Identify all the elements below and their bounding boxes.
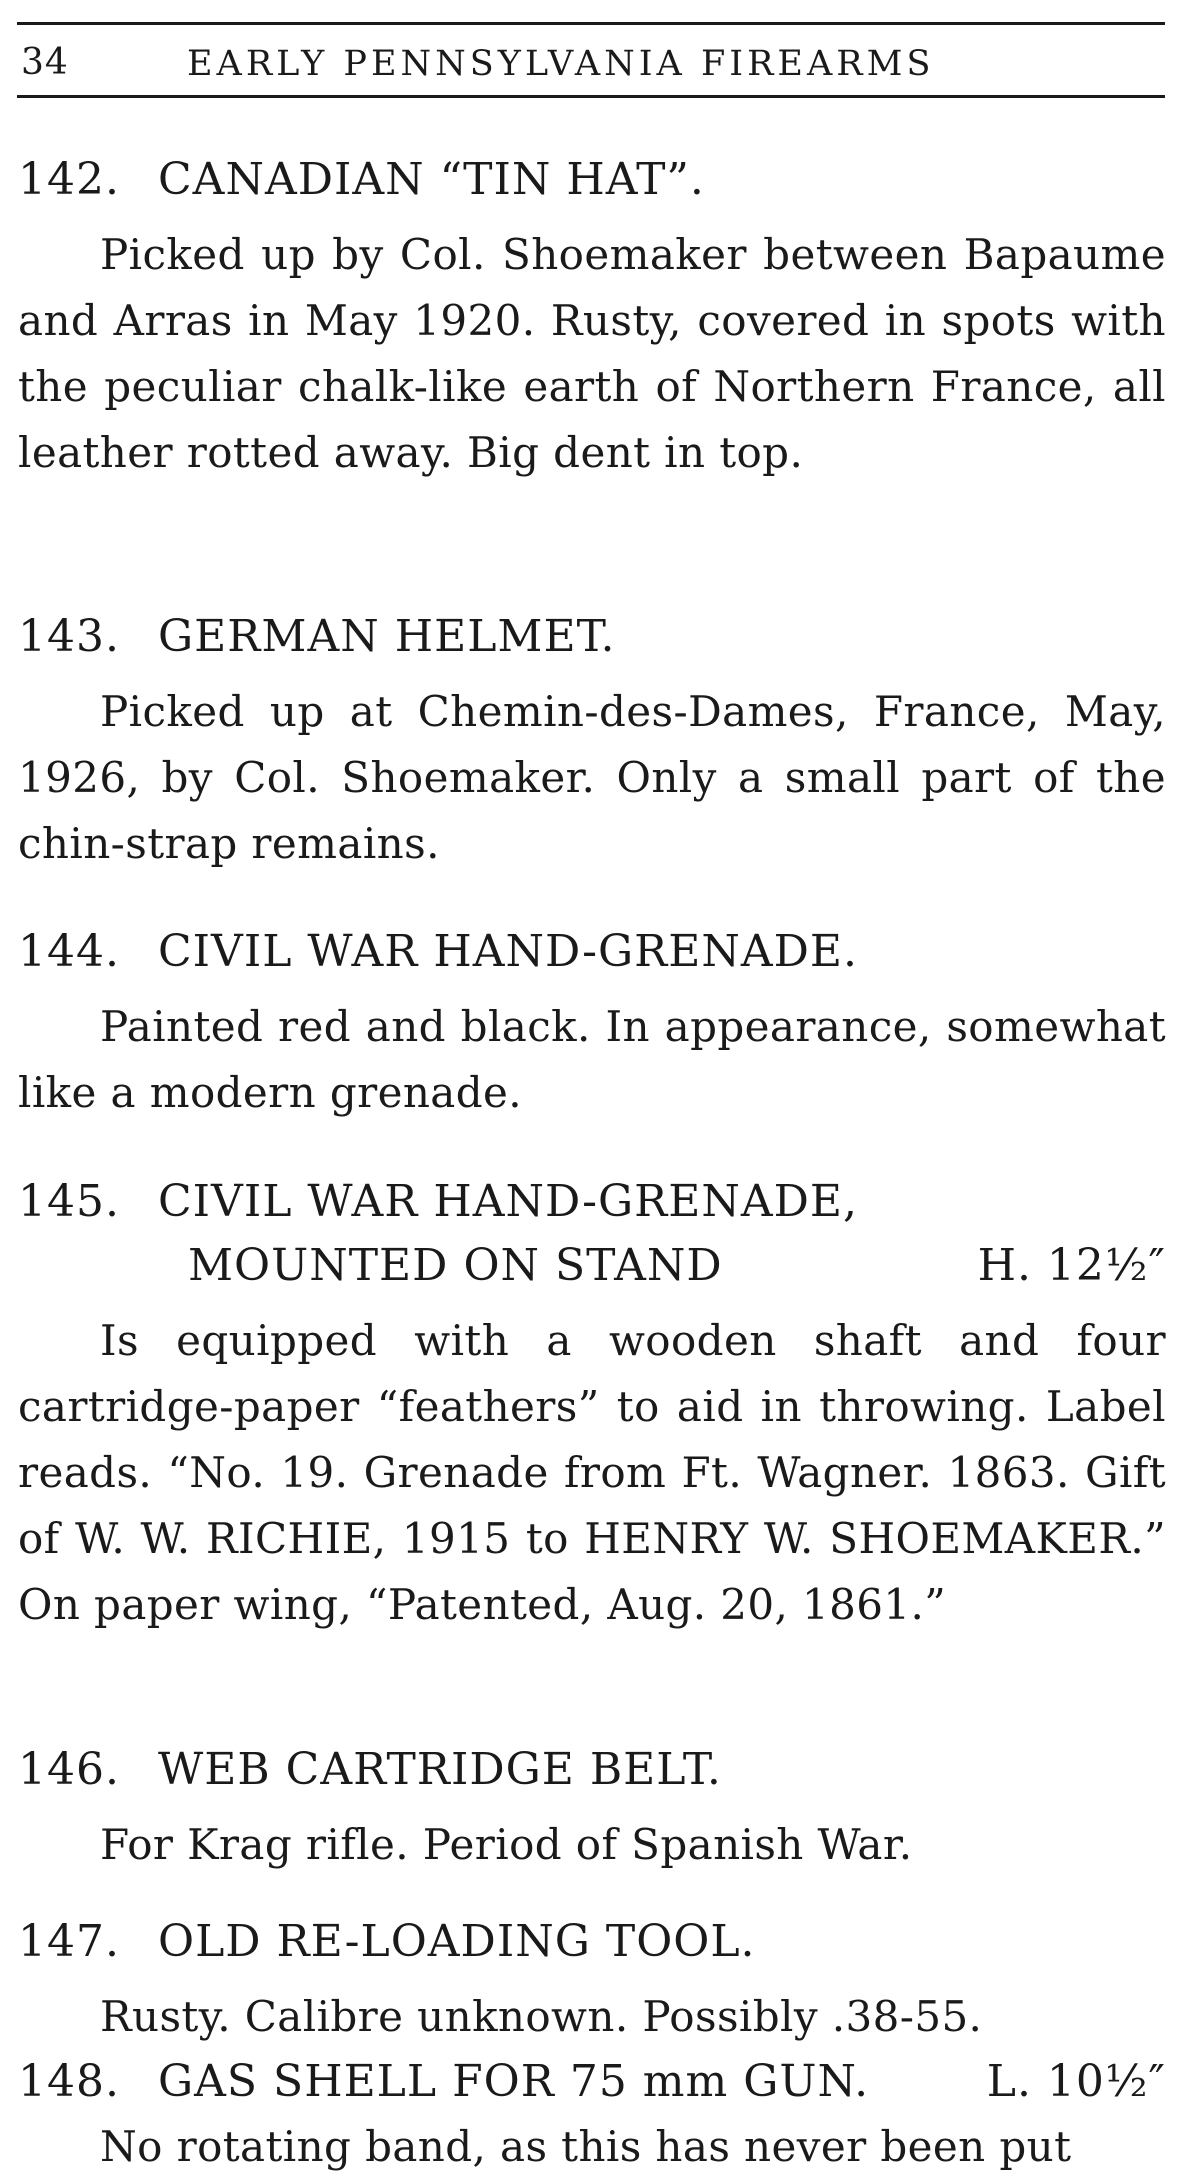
- entry-subtitle: MOUNTED ON STAND: [188, 1240, 723, 1291]
- catalog-entry: [18, 1910, 1166, 2050]
- entry-number: 142.: [18, 154, 120, 205]
- entry-description: For Krag rifle. Period of Spanish War.: [100, 1820, 913, 1869]
- entry-title: OLD RE-LOADING TOOL.: [158, 1916, 756, 1967]
- entry-description: No rotating band, as this has never been put: [100, 2122, 1072, 2171]
- entry-description: Picked up at Chemin-des-Dames, France, May, 1926, by Col. Shoemaker. Only a small part of the chin-strap remains.: [18, 687, 1166, 868]
- page-number: 34: [21, 42, 69, 83]
- entry-number: 143.: [18, 611, 120, 662]
- entry-number: 144.: [18, 926, 120, 977]
- entry-subheading: [18, 1234, 1166, 1298]
- running-title: EARLY PENNSYLVANIA FIREARMS: [187, 44, 935, 84]
- entry-heading: [18, 1170, 1166, 1234]
- entry-description: Picked up by Col. Shoemaker between Bapaume and Arras in May 1920. Rusty, covered in spots with the peculiar chalk-like earth of Northern France, all leather rotted away. Big dent in top.: [18, 230, 1166, 477]
- entry-description: Painted red and black. In appearance, somewhat like a modern grenade.: [18, 1002, 1166, 1117]
- entry-heading: [18, 1738, 1166, 1802]
- entry-heading: [18, 1910, 1166, 1974]
- catalog-entry: [18, 920, 1166, 1126]
- entry-title: CIVIL WAR HAND-GRENADE,: [158, 1176, 858, 1227]
- catalog-entry: [18, 1738, 1166, 1878]
- entry-number: 146.: [18, 1744, 120, 1795]
- entry-number: 145.: [18, 1176, 120, 1227]
- entry-number: 147.: [18, 1916, 120, 1967]
- entry-dimension: L. 10½″: [986, 2056, 1166, 2107]
- running-header: [17, 22, 1165, 98]
- entry-number: 148.: [18, 2056, 120, 2107]
- entry-heading: [18, 605, 1166, 669]
- entry-title: WEB CARTRIDGE BELT.: [158, 1744, 722, 1795]
- catalog-entry: [18, 2050, 1166, 2180]
- entry-title: CIVIL WAR HAND-GRENADE.: [158, 926, 858, 977]
- catalog-entry: [18, 1170, 1166, 1638]
- entry-heading: [18, 920, 1166, 984]
- entry-dimension: H. 12½″: [977, 1240, 1166, 1291]
- entry-description: Rusty. Calibre unknown. Possibly .38-55.: [100, 1992, 983, 2041]
- entry-title: CANADIAN “TIN HAT”.: [158, 154, 705, 205]
- entry-heading: [18, 148, 1166, 212]
- catalog-entry: [18, 605, 1166, 877]
- entry-description: Is equipped with a wooden shaft and four cartridge-paper “feathers” to aid in throwing. Label reads. “No. 19. Grenade from Ft. Wagner. 1863. Gift of W. W. RICHIE, 1915 to HENRY W. SHOEMAKER.” On paper wing, “Patented, Aug. 20, 1861.”: [18, 1316, 1166, 1629]
- entry-title: GAS SHELL FOR 75 mm GUN.: [158, 2056, 870, 2107]
- entry-title: GERMAN HELMET.: [158, 611, 616, 662]
- catalog-entry: [18, 148, 1166, 486]
- entry-heading: [18, 2050, 1166, 2114]
